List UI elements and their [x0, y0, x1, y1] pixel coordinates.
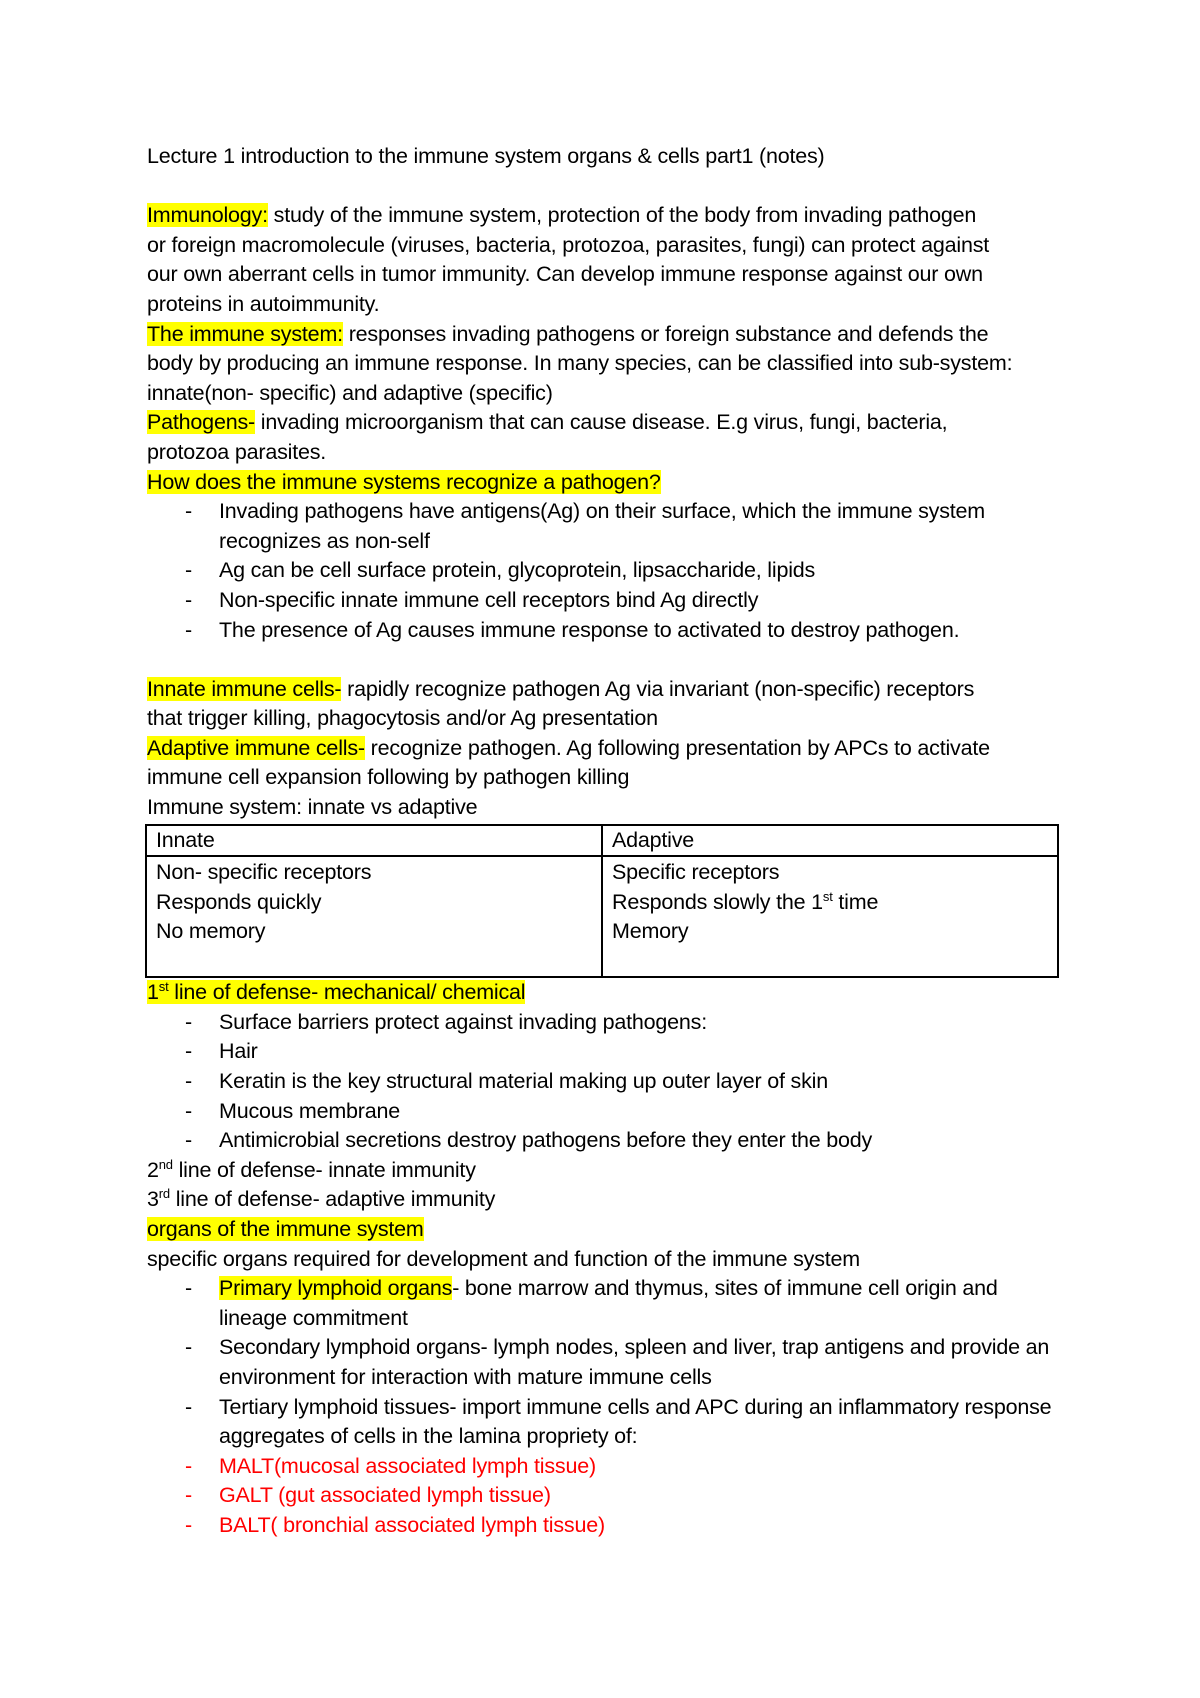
- document-page: [147, 142, 1057, 1541]
- recognize-list: [147, 497, 1057, 645]
- innate-vs-adaptive-table: [145, 824, 1059, 979]
- first-line-list: [147, 1008, 1057, 1156]
- table-caption: Immune system: innate vs adaptive: [147, 795, 478, 820]
- list-item: - Invading pathogens have antigens(Ag) on their surface, which the immune system recognizes as non-self: [185, 499, 986, 553]
- list-item: - GALT (gut associated lymph tissue): [185, 1483, 551, 1508]
- list-item: - Secondary lymphoid organs- lymph nodes, spleen and liver, trap antigens and provide an environment for interaction with mature immune cells: [185, 1335, 1050, 1389]
- list-item: - Surface barriers protect against invading pathogens:: [185, 1009, 707, 1034]
- organs-intro: specific organs required for development and function of the immune system: [147, 1246, 860, 1271]
- immune-system-paragraph: The immune system: responses invading pathogens or foreign substance and defends the body by producing an immune response. In many species, can be classified into sub-system: innate(non- specific) and adaptive (specific): [147, 321, 1013, 405]
- pathogens-term: Pathogens-: [147, 410, 255, 435]
- pathogens-paragraph: Pathogens- invading microorganism that can cause disease. E.g virus, fungi, bacteria, protozoa parasites.: [147, 410, 948, 464]
- innate-cells-term: Innate immune cells-: [147, 676, 342, 701]
- innate-cells-paragraph: Innate immune cells- rapidly recognize pathogen Ag via invariant (non-specific) receptors that trigger killing, phagocytosis and/or Ag presentation: [147, 676, 975, 731]
- organs-list: [147, 1274, 1057, 1540]
- table-header-adaptive: Adaptive: [602, 825, 1058, 857]
- list-item: - Primary lymphoid organs- bone marrow and thymus, sites of immune cell origin and lineage commitment: [185, 1276, 998, 1330]
- immune-system-term: The immune system:: [147, 321, 343, 346]
- immunology-term: Immunology:: [147, 203, 268, 228]
- first-line-heading: 1st line of defense- mechanical/ chemical: [147, 979, 526, 1005]
- recognize-heading: How does the immune systems recognize a pathogen?: [147, 469, 661, 494]
- document-title: Lecture 1 introduction to the immune system organs & cells part1 (notes): [147, 144, 825, 168]
- table-cell-innate: Non- specific receptors Responds quickly No memory: [146, 856, 602, 977]
- table-row: [146, 856, 1058, 977]
- table-cell-adaptive: Specific receptors Responds slowly the 1st time Memory: [602, 856, 1058, 977]
- third-line-defense: 3rd line of defense- adaptive immunity: [147, 1186, 496, 1212]
- list-item: - MALT(mucosal associated lymph tissue): [185, 1453, 596, 1478]
- adaptive-cells-term: Adaptive immune cells-: [147, 735, 365, 760]
- second-line-defense: 2nd line of defense- innate immunity: [147, 1156, 476, 1182]
- organs-heading: organs of the immune system: [147, 1217, 424, 1241]
- list-item: - Antimicrobial secretions destroy pathogens before they enter the body: [185, 1128, 873, 1153]
- list-item: - Tertiary lymphoid tissues- import immune cells and APC during an inflammatory response aggregates of cells in the lamina propriety of:: [185, 1394, 1052, 1449]
- adaptive-cells-paragraph: Adaptive immune cells- recognize pathogen. Ag following presentation by APCs to activate immune cell expansion following by pathogen killing: [147, 735, 990, 790]
- table-header-row: [146, 825, 1058, 857]
- list-item: - The presence of Ag causes immune response to activated to destroy pathogen.: [185, 617, 960, 642]
- spacer: [147, 172, 1057, 202]
- list-item: - Ag can be cell surface protein, glycoprotein, lipsaccharide, lipids: [185, 558, 816, 583]
- list-item: - Non-specific innate immune cell receptors bind Ag directly: [185, 587, 759, 612]
- immunology-paragraph: Immunology: study of the immune system, protection of the body from invading pathogen or foreign macromolecule (viruses, bacteria, protozoa, parasites, fungi) can protect against our own aberrant cells in tumor immunity. Can develop immune response against our own proteins in autoimmunity.: [147, 203, 990, 316]
- list-item: - BALT( bronchial associated lymph tissue): [185, 1512, 605, 1537]
- list-item: - Keratin is the key structural material making up outer layer of skin: [185, 1069, 828, 1094]
- list-item: - Hair: [185, 1039, 258, 1064]
- table-header-innate: Innate: [146, 825, 602, 857]
- list-item: - Mucous membrane: [185, 1098, 401, 1123]
- primary-lymphoid-term: Primary lymphoid organs: [219, 1276, 453, 1301]
- spacer: [147, 645, 1057, 675]
